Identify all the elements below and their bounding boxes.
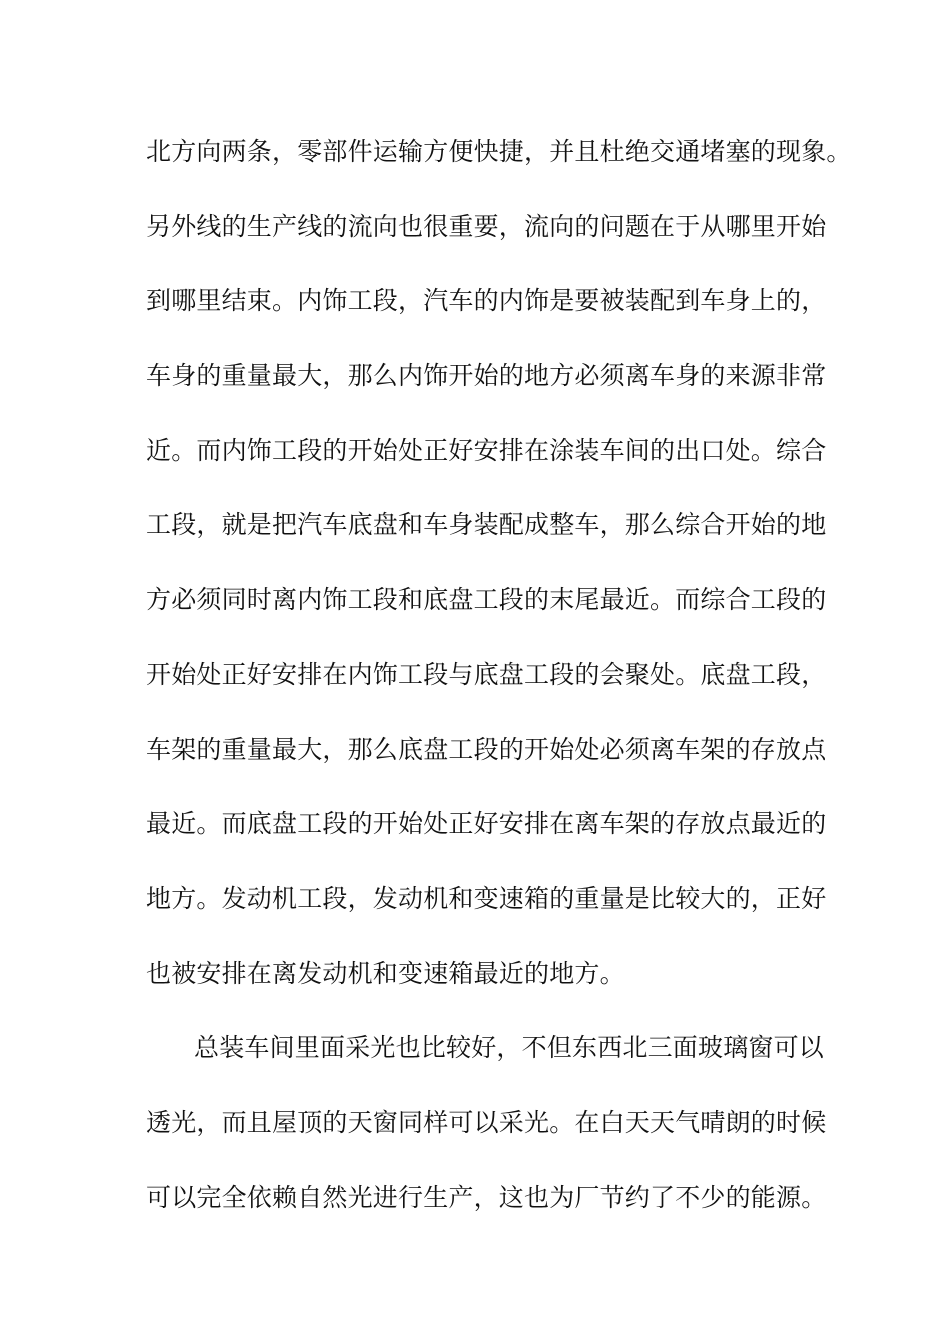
text-line: 也被安排在离发动机和变速箱最近的地方。 xyxy=(146,958,625,988)
text-line: 另外线的生产线的流向也很重要，流向的问题在于从哪里开始 xyxy=(146,211,827,241)
text-line: 方必须同时离内饰工段和底盘工段的末尾最近。而综合工段的 xyxy=(146,585,827,615)
text-line: 工段，就是把汽车底盘和车身装配成整车，那么综合开始的地 xyxy=(146,510,827,540)
body-text xyxy=(146,125,852,1245)
text-line: 北方向两条，零部件运输方便快捷，并且杜绝交通堵塞的现象。 xyxy=(146,137,852,166)
text-line: 车身的重量最大，那么内饰开始的地方必须离车身的来源非常 xyxy=(146,361,827,391)
text-line: 透光，而且屋顶的天窗同样可以采光。在白天天气晴朗的时候 xyxy=(146,1107,827,1137)
text-line: 可以完全依赖自然光进行生产，这也为厂节约了不少的能源。 xyxy=(146,1182,827,1212)
text-line: 到哪里结束。内饰工段，汽车的内饰是要被装配到车身上的， xyxy=(146,286,827,316)
text-line: 总装车间里面采光也比较好，不但东西北三面玻璃窗可以 xyxy=(194,1033,825,1063)
text-line: 开始处正好安排在内饰工段与底盘工段的会聚处。底盘工段， xyxy=(146,659,827,689)
text-line: 车架的重量最大，那么底盘工段的开始处必须离车架的存放点 xyxy=(146,734,827,764)
text-line: 地方。发动机工段，发动机和变速箱的重量是比较大的，正好 xyxy=(146,883,827,913)
text-line: 最近。而底盘工段的开始处正好安排在离车架的存放点最近的 xyxy=(146,809,827,839)
paragraph-2 xyxy=(146,1021,827,1245)
text-line: 近。而内饰工段的开始处正好安排在涂装车间的出口处。综合 xyxy=(146,435,827,465)
paragraph-1 xyxy=(146,125,852,1021)
